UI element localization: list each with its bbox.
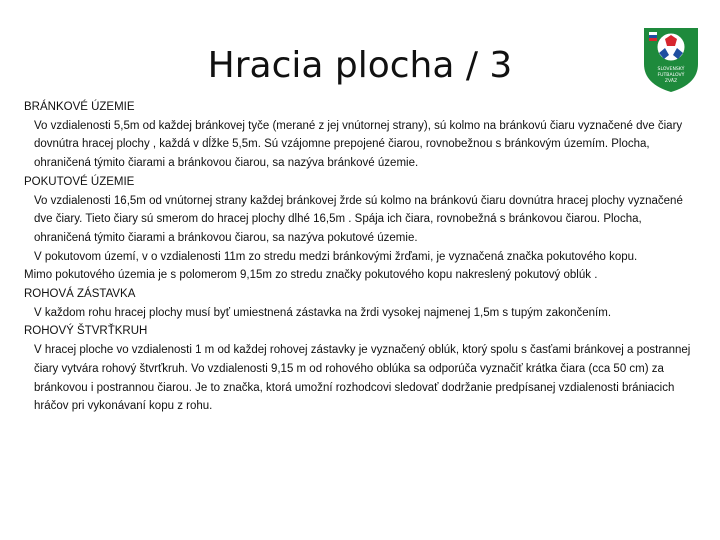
logo-line-2: FUTBALOVÝ bbox=[657, 73, 685, 78]
paragraph-penalty-area: Vo vzdialenosti 16,5m od vnútornej strany každej bránkovej žrde sú kolmo na bránkovú čiaru dovnútra hracej plochy vyznačené dve čiary. Tieto čiary sú smerom do hracej plochy dlhé 16,5m . Spája ich čiara, rovnobežná s bránkovou čiarou. Plocha, ohraničená týmito čiarami a bránkovou čiarou, sa nazýva pokutové územie. bbox=[34, 194, 683, 244]
paragraph-penalty-arc: Mimo pokutového územia je s polomerom 9,15m zo stredu značky pokutového kopu nakreslený pokutový oblúk . bbox=[24, 269, 598, 282]
logo-line-1: SLOVENSKÝ bbox=[657, 67, 685, 72]
section-heading-corner-flag: ROHOVÁ ZÁSTAVKA bbox=[24, 288, 136, 301]
section-heading-corner-arc: ROHOVÝ ŠTVRŤKRUH bbox=[24, 325, 148, 338]
slide-title: Hracia plocha / 3 bbox=[207, 45, 513, 86]
paragraph-penalty-mark: V pokutovom území, v o vzdialenosti 11m zo stredu medzi bránkovými žrďami, je vyznačená značka pokutového kopu. bbox=[34, 250, 638, 263]
slovak-football-association-logo-icon bbox=[640, 24, 702, 94]
section-heading-goal-area: BRÁNKOVÉ ÚZEMIE bbox=[24, 101, 135, 113]
logo-line-3: ZVÄZ bbox=[664, 79, 678, 84]
slide-body bbox=[24, 98, 694, 416]
paragraph-goal-area: Vo vzdialenosti 5,5m od každej bránkovej tyče (merané z jej vnútornej strany), sú kolmo na bránkovú čiaru vyznačené dve čiary dovnútra hracej plochy , každá v dĺžke 5,5m. Sú vzájomne prepojené čiarou, rovnobežnou s bránkovým územím. Plocha, ohraničená týmito čiarami a bránkovou čiarou, sa nazýva bránkové územie. bbox=[34, 119, 683, 170]
paragraph-corner-flag: V každom rohu hracej plochy musí byť umiestnená zástavka na žrdi vysokej najmenej 1,5m s tupým zakončením. bbox=[34, 306, 612, 319]
section-heading-penalty-area: POKUTOVÉ ÚZEMIE bbox=[24, 175, 135, 188]
paragraph-corner-arc: V hracej ploche vo vzdialenosti 1 m od každej rohovej zástavky je vyznačený oblúk, ktorý spolu s časťami bránkovej a postrannej čiary vytvára rohový štvrťkruh. Vo vzdialenosti 9,15 m od rohového oblúka sa odporúča vyznačiť krátka čiara (cca 50 cm) za bránkovou i postrannou čiarou. Je to značka, ktorá umožní rozhodcovi sledovať dodržanie predpísanej vzdialenosti brániacich hráčov pri vykonávaní kopu z rohu. bbox=[34, 344, 691, 413]
